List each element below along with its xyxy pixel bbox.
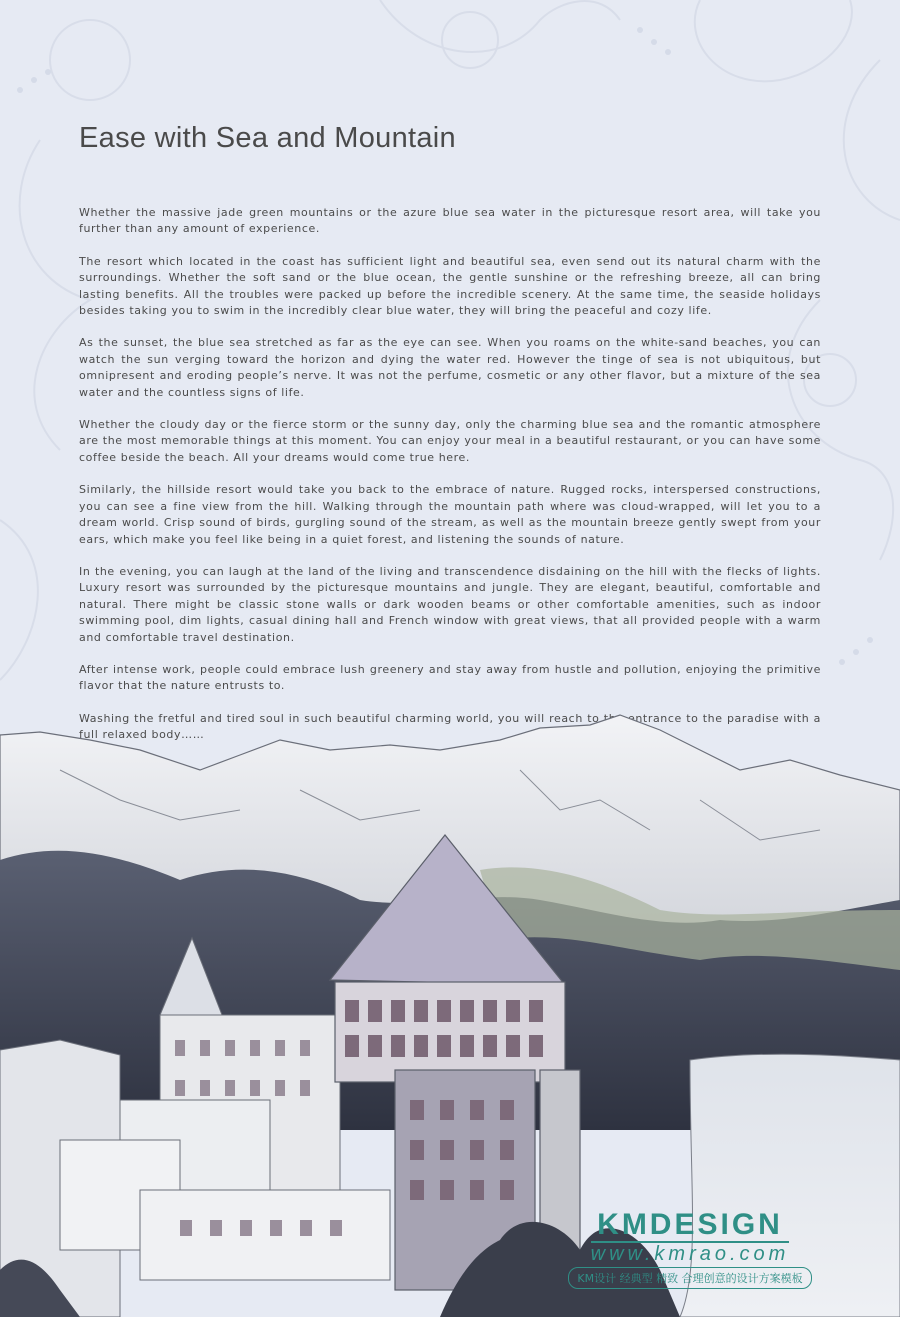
paragraph: Similarly, the hillside resort would take you back to the embrace of nature. Rugged rocks, interspersed constructions, you can see a fine view from the hill. Walking through the mountain path where was cloud-wrapped, will let you to a dream world. Crisp sound of birds, gurgling sound of the stream, as well as the mountain breeze gently swept from your ears, which make you feel like being in a quiet forest, and listening the sounds of nature. [79, 483, 821, 546]
paragraph: The resort which located in the coast has sufficient light and beautiful sea, even send out its natural charm with the surroundings. Whether the soft sand or the blue ocean, the gentle sunshine or the refreshing breeze, all can bring lasting benefits. All the troubles were packed up before the incredible scenery. At the same time, the seaside holidays besides taking you to swim in the incredibly clear blue water, they will bring the peaceful and cozy life. [79, 254, 821, 318]
article-body [79, 205, 821, 760]
page-title: Ease with Sea and Mountain [79, 122, 456, 154]
paragraph: In the evening, you can laugh at the land of the living and transcendence disdaining on the hill with the flecks of lights. Luxury resort was surrounded by the picturesque mountains and jungle. They are elegant, beautiful, comfortable and natural. There might be classic stone walls or dark wooden beams or other comfortable amenities, such as indoor swimming pool, dim lights, casual dining hall and French window with great views, that all provided people with a warm and comfortable travel destination. [79, 564, 821, 644]
watermark-url: www.kmrao.com [590, 1243, 790, 1265]
watermark-brand: KMDESIGN [591, 1209, 789, 1243]
paragraph: Whether the cloudy day or the fierce storm or the sunny day, only the charming blue sea and the romantic atmosphere are the most memorable things at this moment. You can enjoy your meal in a beautiful restaurant, or you can have some coffee beside the beach. All your dreams would come true here. [79, 418, 821, 464]
paragraph: Whether the massive jade green mountains or the azure blue sea water in the picturesque resort area, will take you further than any amount of experience. [79, 206, 821, 236]
watermark [510, 1209, 870, 1289]
paragraph: After intense work, people could embrace lush greenery and stay away from hustle and pollution, enjoying the primitive flavor that the nature entrusts to. [79, 662, 821, 693]
paragraph: As the sunset, the blue sea stretched as far as the eye can see. When you roams on the white-sand beaches, you can watch the sun verging toward the horizon and dying the water red. However the tinge of sea is not ubiquitous, but omnipresent and eroding people’s nerve. It was not the perfume, cosmetic or any other flavor, but a mixture of the sea water and the countless signs of life. [79, 336, 821, 399]
watermark-tagline: KM设计 经典型 精致 合理创意的设计方案模板 [568, 1267, 811, 1289]
paragraph: Washing the fretful and tired soul in such beautiful charming world, you will reach to the entrance to the paradise with a full relaxed body…… [79, 711, 821, 742]
